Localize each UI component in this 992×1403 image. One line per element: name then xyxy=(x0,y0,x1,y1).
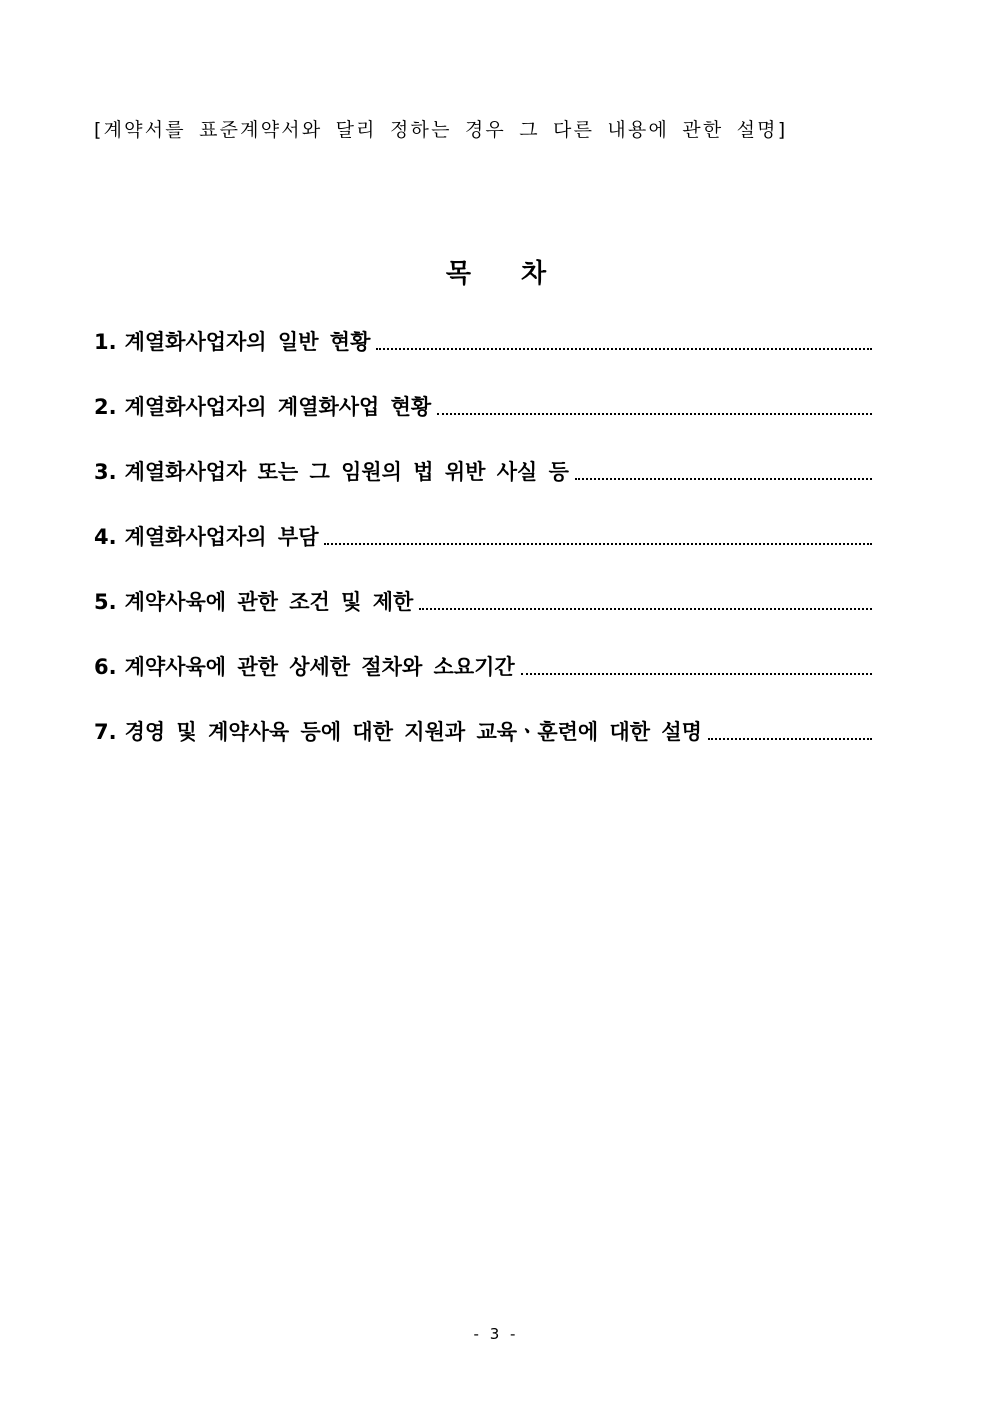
toc-item-number: 7. xyxy=(94,720,117,744)
toc-item-6 xyxy=(94,650,872,684)
toc-item-number: 4. xyxy=(94,525,117,549)
dot-leader xyxy=(419,608,872,610)
header-note: [계약서를 표준계약서와 달리 정하는 경우 그 다른 내용에 관한 설명] xyxy=(94,119,788,141)
toc-item-4 xyxy=(94,520,872,554)
toc-title-part2: 차 xyxy=(521,259,547,289)
toc-item-1 xyxy=(94,325,872,359)
toc-item-text: 계열화사업자의 계열화사업 현황 xyxy=(124,395,432,419)
dot-leader xyxy=(521,673,872,675)
toc-item-text: 계열화사업자의 부담 xyxy=(124,525,319,549)
toc-item-2 xyxy=(94,390,872,424)
dot-leader xyxy=(437,413,872,415)
toc-item-text: 계열화사업자의 일반 현황 xyxy=(124,330,371,354)
page-number: - 3 - xyxy=(473,1325,519,1343)
toc-item-3 xyxy=(94,455,872,489)
dot-leader xyxy=(324,543,872,545)
toc-item-text: 계열화사업자 또는 그 임원의 법 위반 사실 등 xyxy=(124,460,569,484)
toc-item-number: 3. xyxy=(94,460,117,484)
toc-item-text: 계약사육에 관한 상세한 절차와 소요기간 xyxy=(124,655,515,679)
toc-item-number: 6. xyxy=(94,655,117,679)
toc-title xyxy=(0,256,992,292)
toc-item-number: 1. xyxy=(94,330,117,354)
dot-leader xyxy=(376,348,872,350)
toc-item-text: 계약사육에 관한 조건 및 제한 xyxy=(124,590,414,614)
dot-leader xyxy=(708,738,872,740)
toc-item-5 xyxy=(94,585,872,619)
toc-item-text: 경영 및 계약사육 등에 대한 지원과 교육ㆍ훈련에 대한 설명 xyxy=(124,720,702,744)
toc-item-7 xyxy=(94,715,872,749)
toc-item-number: 2. xyxy=(94,395,117,419)
toc-item-number: 5. xyxy=(94,590,117,614)
toc-list xyxy=(94,325,872,780)
toc-title-part1: 목 xyxy=(445,259,471,289)
dot-leader xyxy=(575,478,872,480)
